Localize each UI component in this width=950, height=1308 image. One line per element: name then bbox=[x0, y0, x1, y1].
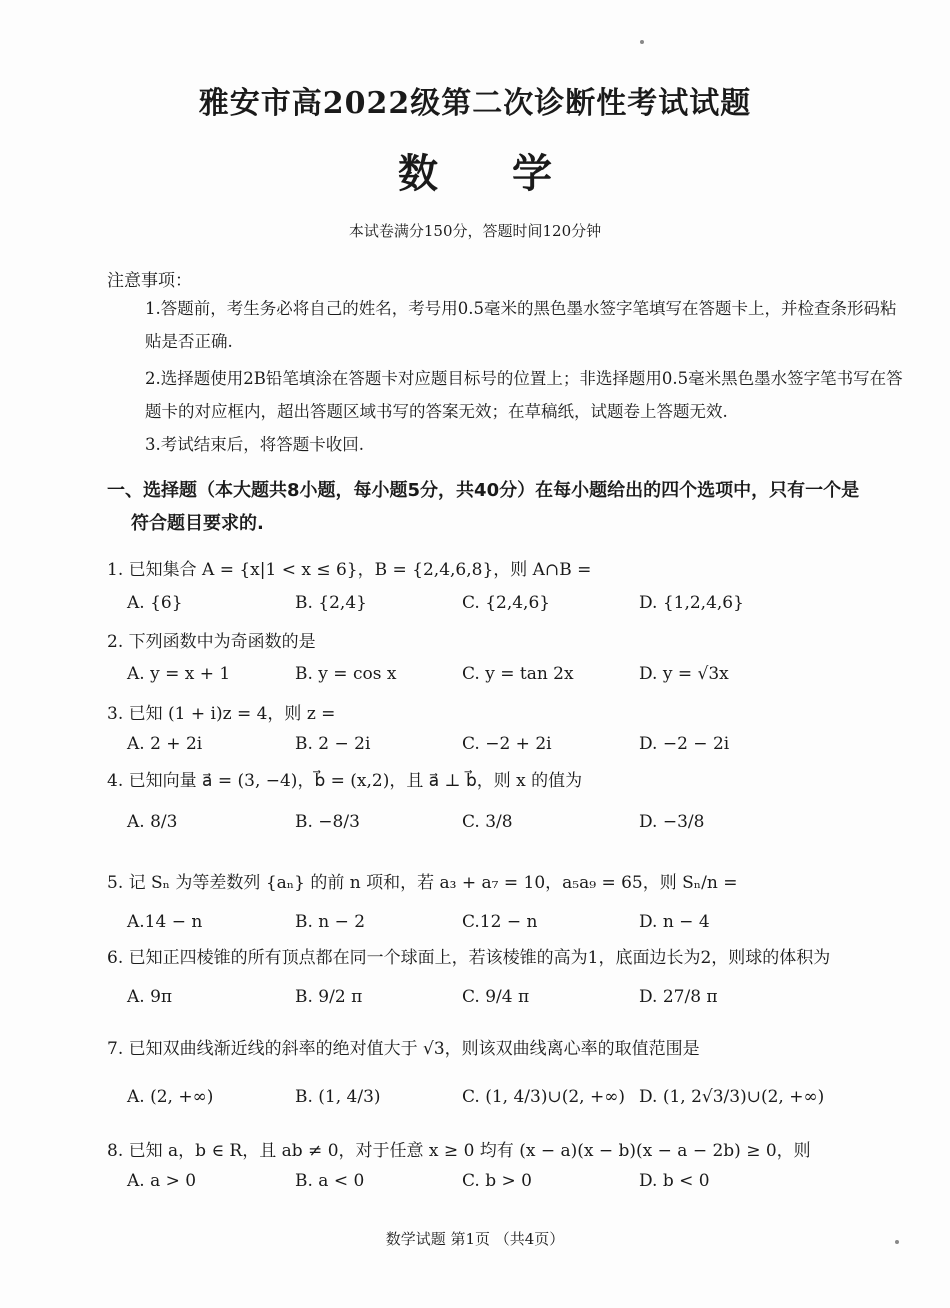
question-7-options bbox=[127, 1087, 887, 1127]
exam-title: 雅安市高2022级第二次诊断性考试试题 bbox=[198, 86, 752, 121]
option-b: B. a < 0 bbox=[295, 1171, 365, 1191]
option-a: A. 9π bbox=[127, 987, 173, 1007]
option-b: B. {2,4} bbox=[295, 593, 367, 613]
option-b: B. −8/3 bbox=[295, 812, 360, 832]
option-c: C.12 − n bbox=[462, 912, 538, 932]
notice-heading: 注意事项： bbox=[107, 271, 192, 291]
option-a: A.14 − n bbox=[127, 912, 203, 932]
notice-item-2: 2.选择题使用2B铅笔填涂在答题卡对应题目标号的位置上；非选择题用0.5毫米黑色墨水签字笔书写在答题卡的对应框内，超出答题区域书写的答案无效；在草稿纸，试题卷上答题无效. bbox=[145, 369, 903, 421]
option-b: B. n − 2 bbox=[295, 912, 366, 932]
option-d: D. −3/8 bbox=[639, 812, 705, 832]
option-d: D. −2 − 2i bbox=[639, 734, 730, 754]
option-a: A. 8/3 bbox=[127, 812, 178, 832]
option-b: B. y = cos x bbox=[295, 664, 397, 684]
option-a: A. 2 + 2i bbox=[127, 734, 203, 754]
option-b: B. 2 − 2i bbox=[295, 734, 371, 754]
option-c: C. (1, 4/3)∪(2, +∞) bbox=[462, 1087, 625, 1107]
option-c: C. −2 + 2i bbox=[462, 734, 552, 754]
option-b: B. (1, 4/3) bbox=[295, 1087, 381, 1107]
question-6-options bbox=[127, 987, 887, 1027]
option-c: C. y = tan 2x bbox=[462, 664, 574, 684]
notice-item-1: 1.答题前，考生务必将自己的姓名，考号用0.5毫米的黑色墨水签字笔填写在答题卡上，并检查条形码粘贴是否正确. bbox=[145, 299, 897, 351]
scan-speck bbox=[640, 40, 644, 44]
option-a: A. y = x + 1 bbox=[127, 664, 231, 684]
question-1-stem: 1. 已知集合 A = {x|1 < x ≤ 6}，B = {2,4,6,8}，则 A∩B = bbox=[107, 560, 592, 580]
option-a: A. a > 0 bbox=[127, 1171, 197, 1191]
question-4-stem: 4. 已知向量 a⃗ = (3, −4)，b⃗ = (x,2)，且 a⃗ ⊥ b⃗，则 x 的值为 bbox=[107, 771, 583, 791]
option-d: D. {1,2,4,6} bbox=[639, 593, 744, 613]
page-footer: 数学试题 第1页 （共4页） bbox=[385, 1230, 565, 1248]
question-3-stem: 3. 已知 (1 + i)z = 4，则 z = bbox=[107, 704, 336, 724]
section-heading-line2: 符合题目要求的. bbox=[131, 513, 264, 534]
section-heading-line1: 一、选择题（本大题共8小题，每小题5分，共40分）在每小题给出的四个选项中，只有一个是 bbox=[107, 480, 860, 501]
option-a: A. (2, +∞) bbox=[127, 1087, 214, 1107]
exam-info: 本试卷满分150分，答题时间120分钟 bbox=[348, 222, 602, 240]
option-d: D. n − 4 bbox=[639, 912, 710, 932]
question-8-stem: 8. 已知 a，b ∈ R，且 ab ≠ 0，对于任意 x ≥ 0 均有 (x − a)(x − b)(x − a − 2b) ≥ 0，则 bbox=[107, 1141, 811, 1161]
question-2-stem: 2. 下列函数中为奇函数的是 bbox=[107, 632, 316, 652]
option-c: C. 3/8 bbox=[462, 812, 513, 832]
option-d: D. 27/8 π bbox=[639, 987, 718, 1007]
option-d: D. (1, 2√3/3)∪(2, +∞) bbox=[639, 1087, 825, 1107]
option-d: D. b < 0 bbox=[639, 1171, 710, 1191]
question-2-options bbox=[127, 664, 887, 704]
scan-speck bbox=[895, 1240, 899, 1244]
section-heading bbox=[107, 474, 907, 540]
question-4-options bbox=[127, 812, 887, 852]
option-d: D. y = √3x bbox=[639, 664, 729, 684]
notice-item-3: 3.考试结束后，将答题卡收回. bbox=[145, 435, 364, 454]
option-c: C. b > 0 bbox=[462, 1171, 532, 1191]
option-c: C. {2,4,6} bbox=[462, 593, 551, 613]
option-b: B. 9/2 π bbox=[295, 987, 363, 1007]
subject-title: 数 学 bbox=[398, 150, 582, 197]
option-c: C. 9/4 π bbox=[462, 987, 530, 1007]
question-8-options bbox=[127, 1171, 887, 1211]
option-a: A. {6} bbox=[127, 593, 183, 613]
question-5-stem: 5. 记 Sₙ 为等差数列 {aₙ} 的前 n 项和，若 a₃ + a₇ = 10，a₅a₉ = 65，则 Sₙ/n = bbox=[107, 873, 738, 893]
question-6-stem: 6. 已知正四棱锥的所有顶点都在同一个球面上，若该棱锥的高为1，底面边长为2，则球的体积为 bbox=[107, 948, 831, 968]
question-7-stem: 7. 已知双曲线渐近线的斜率的绝对值大于 √3，则该双曲线离心率的取值范围是 bbox=[107, 1039, 700, 1059]
